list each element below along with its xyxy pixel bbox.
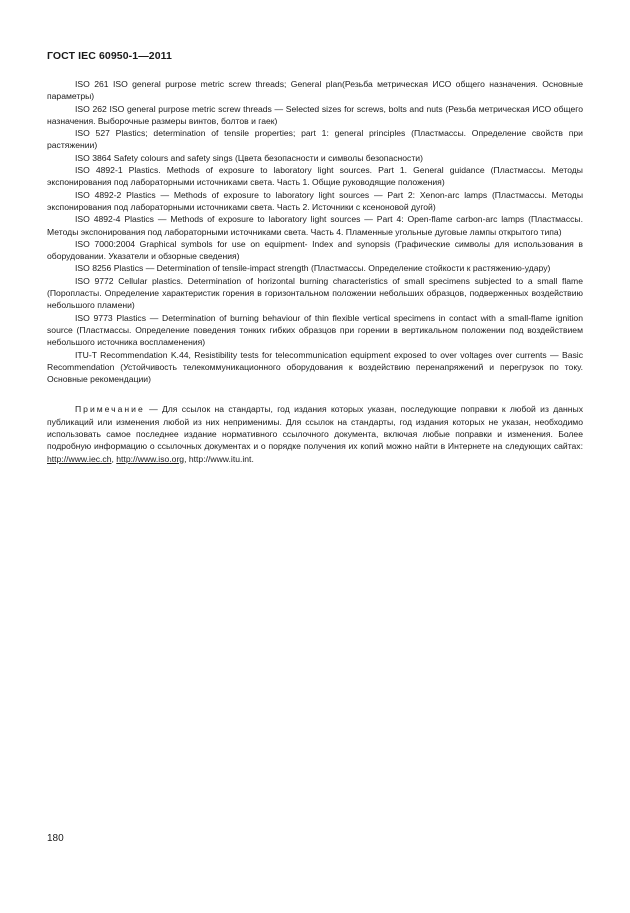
link-iec[interactable]: http://www.iec.ch	[47, 453, 112, 464]
note-label: Примечание	[75, 404, 145, 415]
link-iso[interactable]: http://www.iso.org	[116, 453, 185, 464]
page-number: 180	[47, 833, 64, 844]
reference-item: ISO 4892-2 Plastics — Methods of exposure to laboratory light sources — Part 2: Xenon-arc lamps (Пластмассы. Методы экспонирования под лабораторными источниками света. Часть 2. Источники с ксеноновой дугой)	[47, 189, 583, 212]
note-separator: ,	[184, 453, 189, 464]
reference-item: ISO 7000:2004 Graphical symbols for use on equipment- Index and synopsis (Графические символы для использования в оборудовании. Указатели и обзорные сведения)	[47, 238, 583, 262]
reference-item: ISO 9772 Cellular plastics. Determination of horizontal burning characteristics of small specimens subjected to a small flame (Поропласты. Определение характеристик горения в горизонтальном положении небольших образцов, подверженных воздействию небольшого пламени)	[47, 275, 583, 311]
reference-item: ISO 9773 Plastics — Determination of burning behaviour of thin flexible vertical specimens in contact with a small-flame ignition source (Пластмассы. Определение поведения тонких гибких образцов при горении в вертикальном положении под воздействием небольшого источника воспламенения)	[47, 312, 583, 348]
link-itu[interactable]: http://www.itu.int.	[188, 453, 254, 464]
references-body	[47, 78, 583, 465]
reference-item: ISO 527 Plastics; determination of tensile properties; part 1: general principles (Пластмассы. Определение свойств при растяжении)	[47, 128, 583, 151]
note-paragraph	[47, 403, 583, 464]
reference-item: ISO 4892-1 Plastics. Methods of exposure to laboratory light sources. Part 1. General guidance (Пластмассы. Методы экспонирования под лабораторными источниками света. Часть 1. Общие руководящие положения)	[47, 165, 583, 188]
reference-item: ISO 8256 Plastics — Determination of tensile-impact strength (Пластмассы. Определение стойкости к растяжению-удару)	[75, 263, 551, 274]
note-separator: ,	[111, 453, 117, 464]
reference-item: ITU-T Recommendation K.44, Resistibility tests for telecommunication equipment exposed to over voltages over currents — Basic Recommendation (Устойчивость телекоммуникационного оборудования к воздействию перенапряжений и перегрузок по току. Основные рекомендации)	[47, 349, 583, 385]
note-text: — Для ссылок на стандарты, год издания которых указан, последующие поправки к любой из данных публикаций или изменения любой из них неприменимы. Для ссылок на стандарты, год издания которых не указан, необходимо использовать самое последнее издание нормативного ссылочного документа, включая любые поправки и изменения. Более подробную информацию о ссылочных документах и о порядке получения их копий можно найти в Интернете на следующих сайтах:	[47, 404, 583, 452]
reference-item: ISO 262 ISO general purpose metric screw threads — Selected sizes for screws, bolts and nuts (Резьба метрическая ИСО общего назначения. Выборочные размеры винтов, болтов и гаек)	[47, 103, 583, 126]
reference-item: ISO 3864 Safety colours and safety sings (Цвета безопасности и символы безопасности)	[75, 152, 423, 163]
reference-item: ISO 261 ISO general purpose metric screw threads; General plan(Резьба метрическая ИСО общего назначения. Основные параметры)	[47, 79, 583, 102]
page-header-standard: ГОСТ IEC 60950-1—2011	[47, 50, 172, 62]
reference-item: ISO 4892-4 Plastics — Methods of exposure to laboratory light sources — Part 4: Open-flame carbon-arc lamps (Пластмассы. Методы экспонирования под лабораторными источниками света. Часть 4. Пламенные угольные дуговые лампы открытого типа)	[47, 214, 583, 237]
